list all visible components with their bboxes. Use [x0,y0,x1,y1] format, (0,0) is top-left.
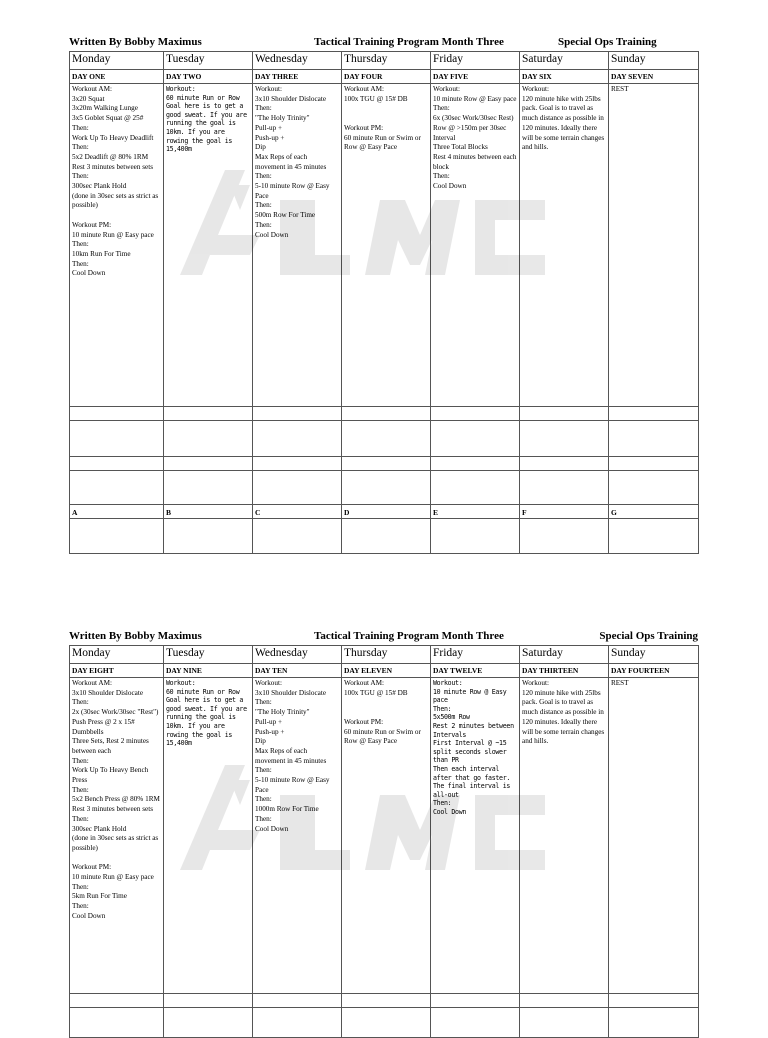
day-label: DAY THREE [253,70,342,84]
day-name: Thursday [342,646,431,664]
workout-cell: Workout AM: 3x10 Shoulder Dislocate Then: 2x (30sec Work/30sec "Rest") Push Press @ 2 x 15# Dumbbells Three Sets, Rest 2 minutes between each Then: Work Up To Heavy Bench Press Then: 5x2 Bench Press @ 80% 1RM Rest 3 minutes between sets Then: 300sec Plank Hold (done in 30sec sets as strict as possible) Workout PM: 10 minute Run @ Easy pace Then: 5km Run For Time Then: Cool Down [70,678,164,994]
schedule-week-1 [69,35,698,554]
workout-cell: Workout: 10 minute Row @ Easy pace Then: 6x (30sec Work/30sec Rest) Row @ >150m per 30sec Interval Three Total Blocks Rest 4 minutes between each block Then: Cool Down [431,84,520,407]
day-label: DAY ELEVEN [342,664,431,678]
day-label: DAY FIVE [431,70,520,84]
day-name: Thursday [342,52,431,70]
day-name-row [70,52,699,70]
week-grid [69,645,699,1038]
day-name: Friday [431,646,520,664]
workout-cell: Workout: 120 minute hike with 25lbs pack. Goal is to travel as much distance as possible in 120 minutes. Ideally there will be some terrain changes and hills. [520,84,609,407]
day-label: DAY FOUR [342,70,431,84]
workout-cell: Workout AM: 100x TGU @ 15# DB Workout PM: 60 minute Run or Swim or Row @ Easy Pace [342,84,431,407]
program-title: Tactical Training Program Month Three [314,36,504,48]
empty-row [70,519,699,554]
empty-row [70,407,699,421]
day-label: DAY NINE [164,664,253,678]
column-letter: F [520,505,609,519]
column-letter: G [609,505,699,519]
day-name: Sunday [609,646,699,664]
workout-row [70,84,699,407]
workout-cell: Workout: 60 minute Run or Row Goal here is to get a good sweat. If you are running the goal is 10km. If you are rowing the goal is 15,400m [164,678,253,994]
day-name: Saturday [520,52,609,70]
day-name: Wednesday [253,646,342,664]
empty-row [70,1008,699,1038]
workout-row [70,678,699,994]
workout-cell: Workout: 10 minute Row @ Easy pace Then: 5x500m Row Rest 2 minutes between Intervals First Interval @ ~15 split seconds slower than PR Then each interval after that go faster. The final interval is all-out Then: Cool Down [431,678,520,994]
day-label: DAY TWELVE [431,664,520,678]
workout-cell: Workout: 120 minute hike with 25lbs pack. Goal is to travel as much distance as possible in 120 minutes. Ideally there will be some terrain changes and hills. [520,678,609,994]
workout-cell: Workout: 3x10 Shoulder Dislocate Then: "The Holy Trinity" Pull-up + Push-up + Dip Max Reps of each movement in 45 minutes Then: 5-10 minute Row @ Easy Pace Then: 500m Row For Time Then: Cool Down [253,84,342,407]
empty-row [70,471,699,505]
day-name: Monday [70,646,164,664]
day-label: DAY TEN [253,664,342,678]
category: Special Ops Training [599,630,698,642]
letter-row [70,505,699,519]
day-label: DAY THIRTEEN [520,664,609,678]
column-letter: E [431,505,520,519]
empty-row [70,994,699,1008]
workout-cell: REST [609,678,699,994]
workout-cell: REST [609,84,699,407]
workout-cell: Workout: 3x10 Shoulder Dislocate Then: "The Holy Trinity" Pull-up + Push-up + Dip Max Reps of each movement in 45 minutes Then: 5-10 minute Row @ Easy Pace Then: 1000m Row For Time Then: Cool Down [253,678,342,994]
day-label: DAY EIGHT [70,664,164,678]
day-label-row [70,70,699,84]
workout-cell: Workout AM: 3x20 Squat 3x20m Walking Lunge 3x5 Goblet Squat @ 25# Then: Work Up To Heavy Deadlift Then: 5x2 Deadlift @ 80% 1RM Rest 3 minutes between sets Then: 300sec Plank Hold (done in 30sec sets as strict as possible) Workout PM: 10 minute Run @ Easy pace Then: 10km Run For Time Then: Cool Down [70,84,164,407]
day-name: Saturday [520,646,609,664]
workout-cell: Workout AM: 100x TGU @ 15# DB Workout PM: 60 minute Run or Swim or Row @ Easy Pace [342,678,431,994]
day-name: Wednesday [253,52,342,70]
category: Special Ops Training [558,36,657,48]
schedule-week-2 [69,629,698,1038]
day-name: Tuesday [164,646,253,664]
day-name: Friday [431,52,520,70]
day-name: Tuesday [164,52,253,70]
empty-row [70,421,699,457]
day-label: DAY TWO [164,70,253,84]
column-letter: D [342,505,431,519]
day-name: Monday [70,52,164,70]
week-grid [69,51,699,554]
empty-row [70,457,699,471]
column-letter: B [164,505,253,519]
author: Written By Bobby Maximus [69,36,202,48]
day-label: DAY ONE [70,70,164,84]
day-label-row [70,664,699,678]
day-name-row [70,646,699,664]
day-name: Sunday [609,52,699,70]
author: Written By Bobby Maximus [69,630,202,642]
column-letter: C [253,505,342,519]
day-label: DAY FOURTEEN [609,664,699,678]
header [69,629,698,645]
workout-cell: Workout: 60 minute Run or Row Goal here is to get a good sweat. If you are running the goal is 10km. If you are rowing the goal is 15,400m [164,84,253,407]
day-label: DAY SIX [520,70,609,84]
column-letter: A [70,505,164,519]
header [69,35,698,51]
day-label: DAY SEVEN [609,70,699,84]
program-title: Tactical Training Program Month Three [314,630,504,642]
